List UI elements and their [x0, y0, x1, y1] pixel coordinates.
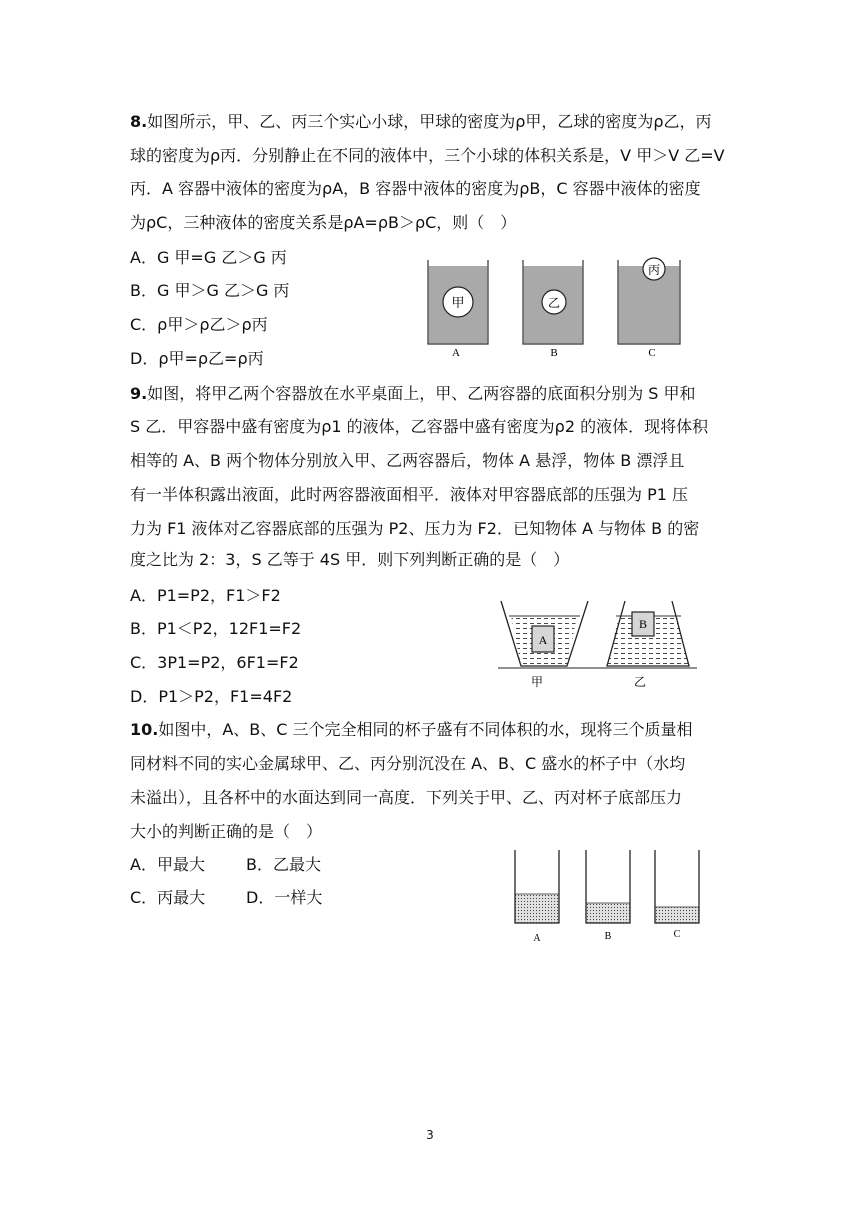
- q8-option-d: D．ρ甲=ρ乙=ρ丙: [130, 349, 264, 368]
- q9-line-1: 9.如图，将甲乙两个容器放在水平桌面上，甲、乙两容器的底面积分别为 S 甲和: [130, 384, 696, 403]
- q10-option-b: B．乙最大: [246, 855, 321, 874]
- q10-label-a: A: [533, 933, 541, 944]
- q9-label-jia: 甲: [530, 675, 544, 689]
- q8-option-c: C．ρ甲＞ρ乙＞ρ丙: [130, 315, 268, 334]
- q9-option-d: D．P1＞P2，F1=4F2: [130, 687, 293, 706]
- q9-container-jia: [501, 601, 588, 666]
- q8-label-b: B: [550, 347, 558, 359]
- q10-option-a: A．甲最大: [130, 855, 205, 874]
- q10-cup-b: [586, 850, 630, 942]
- q8-figure: [418, 252, 693, 364]
- q10-figure: [505, 846, 705, 946]
- q8-line-4: 为ρC，三种液体的密度关系是ρA=ρB＞ρC，则（ ）: [130, 213, 517, 232]
- q10-line-1: 10.如图中，A、B、C 三个完全相同的杯子盛有不同体积的水，现将三个质量相: [130, 720, 693, 739]
- q10-number: 10.: [130, 720, 159, 739]
- q10-cup-a: [515, 850, 559, 944]
- q9-figure: [495, 596, 700, 692]
- q8-ball-yi-label: 乙: [547, 296, 561, 310]
- q9-line-2: S 乙．甲容器中盛有密度为ρ1 的液体，乙容器中盛有密度为ρ2 的液体．现将体积: [130, 417, 709, 436]
- q8-line-3: 丙．A 容器中液体的密度为ρA，B 容器中液体的密度为ρB，C 容器中液体的密度: [130, 179, 701, 198]
- q9-option-a: A．P1=P2，F1＞F2: [130, 586, 281, 605]
- q10-option-c: C．丙最大: [130, 888, 206, 907]
- q10-option-d: D．一样大: [246, 888, 323, 907]
- q10-line-3: 未溢出），且各杯中的水面达到同一高度．下列关于甲、乙、丙对杯子底部压力: [130, 788, 683, 807]
- q8-label-c: C: [648, 347, 656, 359]
- q9-label-yi: 乙: [633, 675, 647, 689]
- q8-ball-bing-label: 丙: [647, 263, 661, 277]
- q9-object-a-label: A: [538, 633, 548, 647]
- q8-label-a: A: [452, 347, 460, 359]
- q8-number: 8.: [130, 112, 148, 131]
- q9-line-3: 相等的 A、B 两个物体分别放入甲、乙两容器后，物体 A 悬浮，物体 B 漂浮且: [130, 451, 685, 470]
- q8-container-a: [428, 260, 488, 359]
- q8-line-2: 球的密度为ρ丙．分别静止在不同的液体中，三个小球的体积关系是，V 甲＞V 乙=V: [130, 146, 725, 165]
- q10-label-c: C: [673, 929, 681, 940]
- q9-container-yi: [607, 601, 689, 666]
- q8-line-1: 8.如图所示，甲、乙、丙三个实心小球，甲球的密度为ρ甲，乙球的密度为ρ乙，丙: [130, 112, 712, 131]
- q9-object-b-label: B: [638, 617, 648, 631]
- q8-option-a: A．G 甲=G 乙＞G 丙: [130, 248, 287, 267]
- q9-line-6: 度之比为 2：3，S 乙等于 4S 甲．则下列判断正确的是（ ）: [130, 550, 570, 569]
- q10-line-4: 大小的判断正确的是（ ）: [130, 822, 323, 841]
- q9-line-5: 力为 F1 液体对乙容器底部的压强为 P2、压力为 F2．已知物体 A 与物体 B 的密: [130, 519, 700, 538]
- q10-cup-c: [655, 850, 699, 940]
- q8-container-b: [523, 260, 583, 359]
- q8-container-c: [618, 258, 680, 359]
- q9-option-b: B．P1＜P2，12F1=F2: [130, 619, 302, 638]
- q10-line-2: 同材料不同的实心金属球甲、乙、丙分别沉没在 A、B、C 盛水的杯子中（水均: [130, 754, 686, 773]
- q9-option-c: C．3P1=P2，6F1=F2: [130, 653, 299, 672]
- q9-line-4: 有一半体积露出液面，此时两容器液面相平．液体对甲容器底部的压强为 P1 压: [130, 485, 689, 504]
- q8-ball-jia-label: 甲: [451, 296, 465, 311]
- q8-option-b: B．G 甲＞G 乙＞G 丙: [130, 281, 290, 300]
- q10-label-b: B: [604, 931, 612, 942]
- page-number: 3: [426, 1128, 434, 1142]
- q9-number: 9.: [130, 384, 148, 403]
